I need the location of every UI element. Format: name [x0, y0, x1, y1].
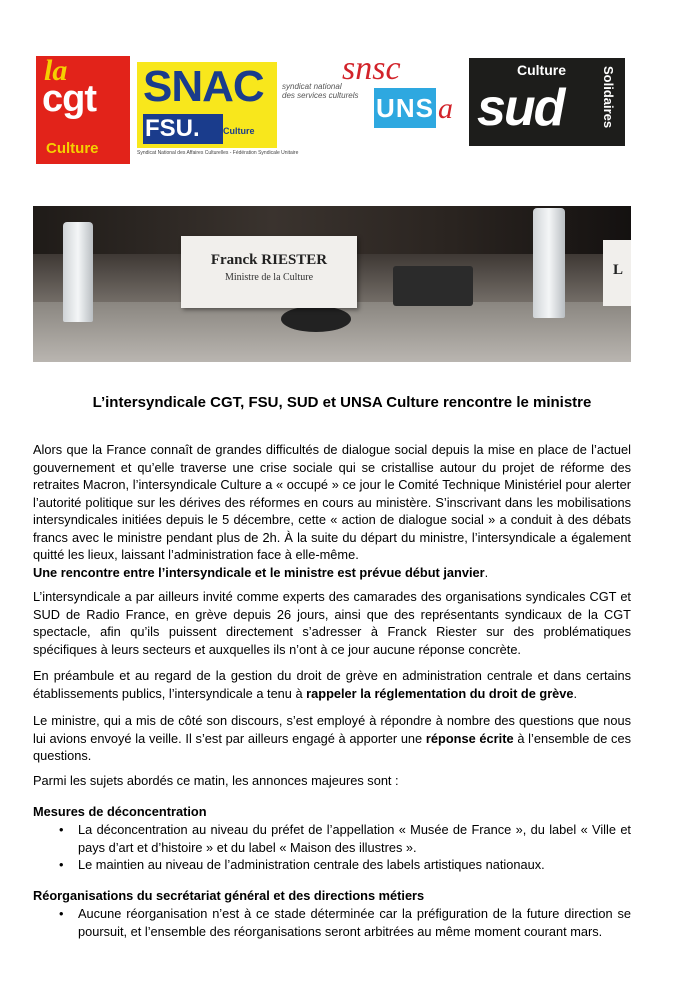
section-heading-deconcentration: Mesures de déconcentration — [33, 804, 207, 819]
meeting-photo — [33, 206, 631, 362]
paragraph-experts: L’intersyndicale a par ailleurs invité comme experts des camarades des organisations syndicales CGT et SUD de Radio France, en grève depuis 26 jours, ainsi que des représentants syndicaux de la CGT spectacle, afin qu’ils puissent directement s’adresser à Franck Riester sur des problématiques spécifiques à leurs secteurs et auxquelles ils n’ont à ce jour aucune réponse concrète. — [33, 589, 631, 657]
cgt-logo: la cgt Culture — [36, 56, 130, 164]
list-deconcentration — [33, 821, 631, 874]
paragraph-minister: Le ministre, qui a mis de côté son discours, s’est employé à répondre à nombre des questions que nous lui avions envoyé la veille. Il s’est par ailleurs engagé à apporter une réponse écrite à l’ensemble de ces questions. — [33, 713, 631, 763]
paragraph-announcements: Parmi les sujets abordés ce matin, les annonces majeures sont : — [33, 773, 399, 788]
paragraph-preamble: En préambule et au regard de la gestion du droit de grève en administration centrale et dans certains établissements publics, l’intersyndicale a tenu à rappeler la réglementation du droit de grève. — [33, 668, 631, 701]
document-title: L’intersyndicale CGT, FSU, SUD et UNSA Culture rencontre le ministre — [92, 394, 592, 411]
name-card-partial: L — [603, 240, 631, 306]
section-heading-reorganisations: Réorganisations du secrétariat général et des directions métiers — [33, 888, 425, 903]
list-reorganisations — [33, 905, 631, 940]
name-card: Franck RIESTER Ministre de la Culture — [181, 236, 357, 308]
snsc-unsa-logo: snsc syndicat national des services culturels UNS a — [282, 56, 460, 128]
list-item: • La déconcentration au niveau du préfet de l’appellation « Musée de France », du label « Ville et pays d’art et d’histoire » et du label « Maison des illustres ». — [33, 821, 631, 856]
list-item: • Le maintien au niveau de l’administration centrale des labels artistiques nationaux. — [33, 856, 631, 874]
list-item: • Aucune réorganisation n’est à ce stade déterminée car la préfiguration de la future direction se poursuit, et l’ensemble des réorganisations seront arbitrées au même moment courant mars. — [33, 905, 631, 940]
sud-solidaires-logo: Culture sud Solidaires — [469, 58, 625, 146]
snac-fsu-logo: SNAC FSU. Culture Syndicat National des Affaires Culturelles - Fédération Syndicale Unitaire — [137, 62, 299, 156]
paragraph-intro: Alors que la France connaît de grandes difficultés de dialogue social depuis la mise en place de l’actuel gouvernement et qu’elle traverse une crise sociale qui se cristallise autour du projet de réforme des retraites Macron, l’intersyndicale Culture a « occupé » ce jour le Comité Technique Ministériel pour alerter l’autorité politique sur les dérives des réformes en cours au ministère. S’inscrivant dans les mobilisations intersyndicales initiées depuis le 5 décembre, cette « action de dialogue social » a conduit à des débats francs avec le ministre pendant plus de 2h. À la suite du départ du ministre, l’intersyndicale a également quitté les lieux, laissant l’administration face à elle-même. Une rencontre entre l’intersyndicale et le ministre est prévue début janvier. — [33, 442, 631, 580]
